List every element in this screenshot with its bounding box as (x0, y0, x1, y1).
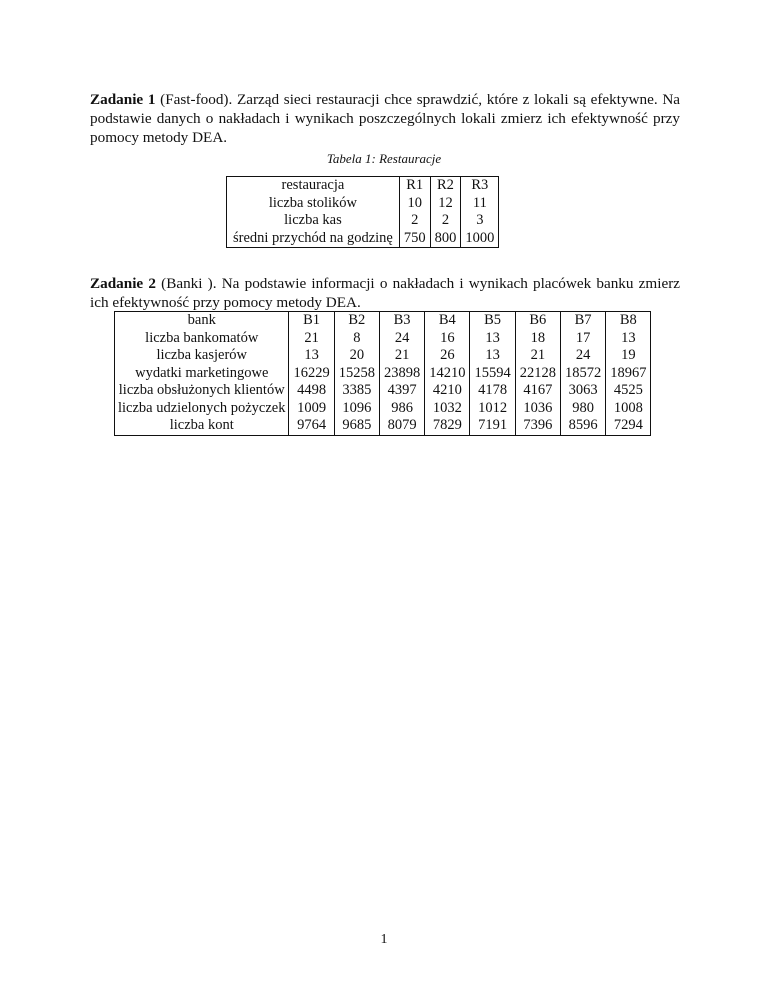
task-1-topic: (Fast-food). (160, 91, 233, 108)
table-row (115, 382, 651, 400)
table-cell: R3 (461, 177, 499, 195)
table-cell: 1009 (289, 400, 334, 418)
table-cell: 15258 (334, 365, 379, 383)
table-cell: 1000 (461, 230, 499, 248)
table-cell: 13 (470, 330, 515, 348)
table-cell: 20 (334, 347, 379, 365)
table-cell: 21 (289, 330, 334, 348)
table-cell: bank (187, 312, 216, 328)
table-cell: 14210 (425, 365, 470, 383)
task-2-topic: (Banki ). (161, 275, 217, 292)
table-header-row (115, 312, 651, 330)
table-cell: 13 (289, 347, 334, 365)
table-cell: 800 (430, 230, 461, 248)
table-cell: 7396 (515, 417, 560, 435)
table-cell: 18 (515, 330, 560, 348)
table-cell: 1096 (334, 400, 379, 418)
table-cell: 22128 (515, 365, 560, 383)
table-cell: 19 (606, 347, 651, 365)
table-cell: liczba udzielonych pożyczek (118, 399, 286, 416)
table-cell: liczba stolików (268, 194, 358, 211)
table-cell: 980 (560, 400, 605, 418)
table-cell: B7 (560, 312, 605, 330)
table-cell: 3063 (560, 382, 605, 400)
table-cell: B6 (515, 312, 560, 330)
page-number: 1 (380, 932, 388, 947)
table-cell: R1 (399, 177, 430, 195)
task-1-heading: Zadanie 1 (90, 91, 156, 108)
table-cell: 16 (425, 330, 470, 348)
table-cell: restauracja (281, 177, 345, 193)
table-cell: B4 (425, 312, 470, 330)
table-cell: B5 (470, 312, 515, 330)
table-cell: 13 (470, 347, 515, 365)
table-cell: 3 (461, 212, 499, 230)
table-cell: liczba kont (169, 417, 234, 433)
table-cell: 4525 (606, 382, 651, 400)
table-cell: 4178 (470, 382, 515, 400)
table-cell: 2 (430, 212, 461, 230)
table-cell: R2 (430, 177, 461, 195)
table-cell: 7294 (606, 417, 651, 435)
table-cell: 12 (430, 195, 461, 213)
table-cell: 1008 (606, 400, 651, 418)
table-cell: 18967 (606, 365, 651, 383)
table-cell: 24 (560, 347, 605, 365)
table-cell: 4210 (425, 382, 470, 400)
table-cell: liczba bankomatów (145, 329, 259, 346)
table-header-row (227, 177, 499, 195)
table-cell: B8 (606, 312, 651, 330)
table-cell: 986 (379, 400, 424, 418)
table-row (227, 230, 499, 248)
table-cell: 23898 (379, 365, 424, 383)
table-cell: 18572 (560, 365, 605, 383)
banks-table (114, 311, 651, 436)
table-cell: wydatki marketingowe (135, 364, 269, 381)
table-cell: 10 (399, 195, 430, 213)
table-cell: 4498 (289, 382, 334, 400)
table-cell: 8079 (379, 417, 424, 435)
table-cell: 750 (399, 230, 430, 248)
table-cell: B3 (379, 312, 424, 330)
task-2-heading: Zadanie 2 (90, 275, 156, 292)
table-cell: 7191 (470, 417, 515, 435)
table-row (115, 365, 651, 383)
table-cell: 1012 (470, 400, 515, 418)
table-cell: średni przychód na godzinę (233, 229, 393, 246)
table-cell: 1036 (515, 400, 560, 418)
table-cell: 21 (515, 347, 560, 365)
table-1-caption: Tabela 1: Restauracje (326, 151, 442, 166)
table-cell: 8596 (560, 417, 605, 435)
task-2-paragraph (90, 274, 680, 312)
table-cell: B2 (334, 312, 379, 330)
table-cell: 2 (399, 212, 430, 230)
task-1-body: Zarząd sieci restauracji chce sprawdzić, które z lokali są efektywne. Na podstawie danych o nakładach i wynikach poszczególnych lokali zmierz ich efektywność przy pomocy metody DEA. (90, 91, 681, 146)
table-cell: 15594 (470, 365, 515, 383)
table-row (115, 417, 651, 435)
table-cell: 4397 (379, 382, 424, 400)
table-cell: 4167 (515, 382, 560, 400)
table-cell: 9764 (289, 417, 334, 435)
table-cell: 16229 (289, 365, 334, 383)
table-cell: 1032 (425, 400, 470, 418)
table-cell: liczba kasjerów (156, 347, 248, 363)
table-cell: 17 (560, 330, 605, 348)
table-row (115, 347, 651, 365)
table-row (227, 212, 499, 230)
table-cell: 7829 (425, 417, 470, 435)
table-cell: 26 (425, 347, 470, 365)
task-2-body: Na podstawie informacji o nakładach i wynikach placówek banku zmierz ich efektywność przy pomocy metody DEA. (90, 275, 680, 311)
table-cell: B1 (289, 312, 334, 330)
table-cell: 9685 (334, 417, 379, 435)
table-cell: liczba kas (284, 212, 342, 228)
table-cell: 13 (606, 330, 651, 348)
table-row (227, 195, 499, 213)
restaurants-table (226, 176, 499, 248)
task-1-paragraph (90, 90, 680, 147)
table-cell: 8 (334, 330, 379, 348)
table-cell: 24 (379, 330, 424, 348)
table-cell: 11 (461, 195, 499, 213)
table-cell: 3385 (334, 382, 379, 400)
table-cell: 21 (379, 347, 424, 365)
table-row (115, 330, 651, 348)
table-row (115, 400, 651, 418)
table-cell: liczba obsłużonych klientów (118, 382, 285, 398)
